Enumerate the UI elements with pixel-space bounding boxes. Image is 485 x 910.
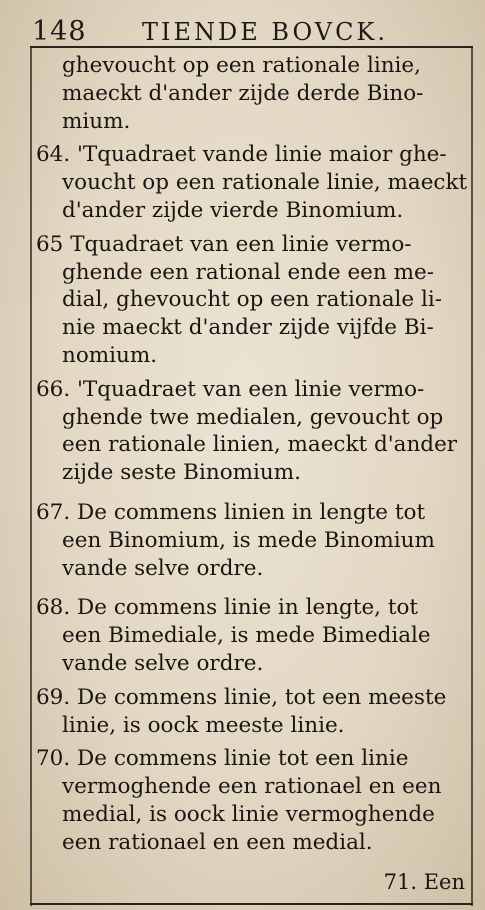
text-line: een rationael en een medial. [62, 829, 373, 855]
catchword: 71. Een [383, 870, 465, 894]
text-line: medial, is oock linie vermoghende [62, 801, 435, 827]
text-line: ghende een rational ende een me- [62, 259, 434, 285]
page-number: 148 [32, 16, 87, 47]
text-line: ghevoucht op een rationale linie, [62, 53, 421, 78]
text-line: een Binomium, is mede Binomium [62, 527, 435, 553]
running-head: TIENDE BOVCK. [142, 18, 388, 46]
text-line: 65 Tquadraet van een linie vermo- [36, 231, 412, 257]
text-line: d'ander zijde vierde Binomium. [62, 197, 404, 223]
header-rule [30, 46, 473, 48]
text-line: 68. De commens linie in lengte, tot [36, 595, 419, 621]
text-line: dial, ghevoucht op een rationale li- [62, 287, 442, 313]
left-margin-rule [30, 46, 32, 906]
text-line: vande selve ordre. [62, 650, 264, 676]
text-line: voucht op een rationale linie, maeckt [62, 170, 468, 196]
proposition-66 [36, 376, 466, 487]
text-line: zijde seste Binomium. [62, 460, 301, 486]
continuation-paragraph [36, 52, 466, 135]
text-line: vermoghende een rationael en een [62, 774, 442, 800]
text-line: linie, is oock meeste linie. [62, 712, 345, 738]
text-line: 66. 'Tquadraet van een linie vermo- [36, 376, 425, 402]
text-line: 69. De commens linie, tot een meeste [36, 684, 447, 710]
text-line: vande selve ordre. [62, 555, 264, 581]
text-block [36, 52, 466, 857]
proposition-68 [36, 594, 466, 677]
text-line: maeckt d'ander zijde derde Bino- [62, 80, 424, 106]
right-margin-rule [471, 46, 473, 906]
proposition-67 [36, 499, 466, 582]
text-line: mium. [62, 108, 131, 134]
text-line: nie maeckt d'ander zijde vijfde Bi- [62, 315, 434, 341]
text-line: 64. 'Tquadraet vande linie maior ghe- [36, 142, 447, 168]
proposition-65 [36, 231, 466, 370]
page-header [30, 12, 473, 46]
text-line: een Bimediale, is mede Bimediale [62, 623, 431, 649]
footer-rule [30, 903, 473, 905]
proposition-64 [36, 141, 466, 224]
proposition-70 [36, 745, 466, 856]
text-line: een rationale linien, maeckt d'ander [62, 432, 458, 458]
proposition-69 [36, 684, 466, 740]
text-line: ghende twe medialen, gevoucht op [62, 404, 444, 430]
text-line: 67. De commens linien in lengte tot [36, 499, 426, 525]
text-line: nomium. [62, 342, 158, 368]
text-line: 70. De commens linie tot een linie [36, 746, 409, 772]
